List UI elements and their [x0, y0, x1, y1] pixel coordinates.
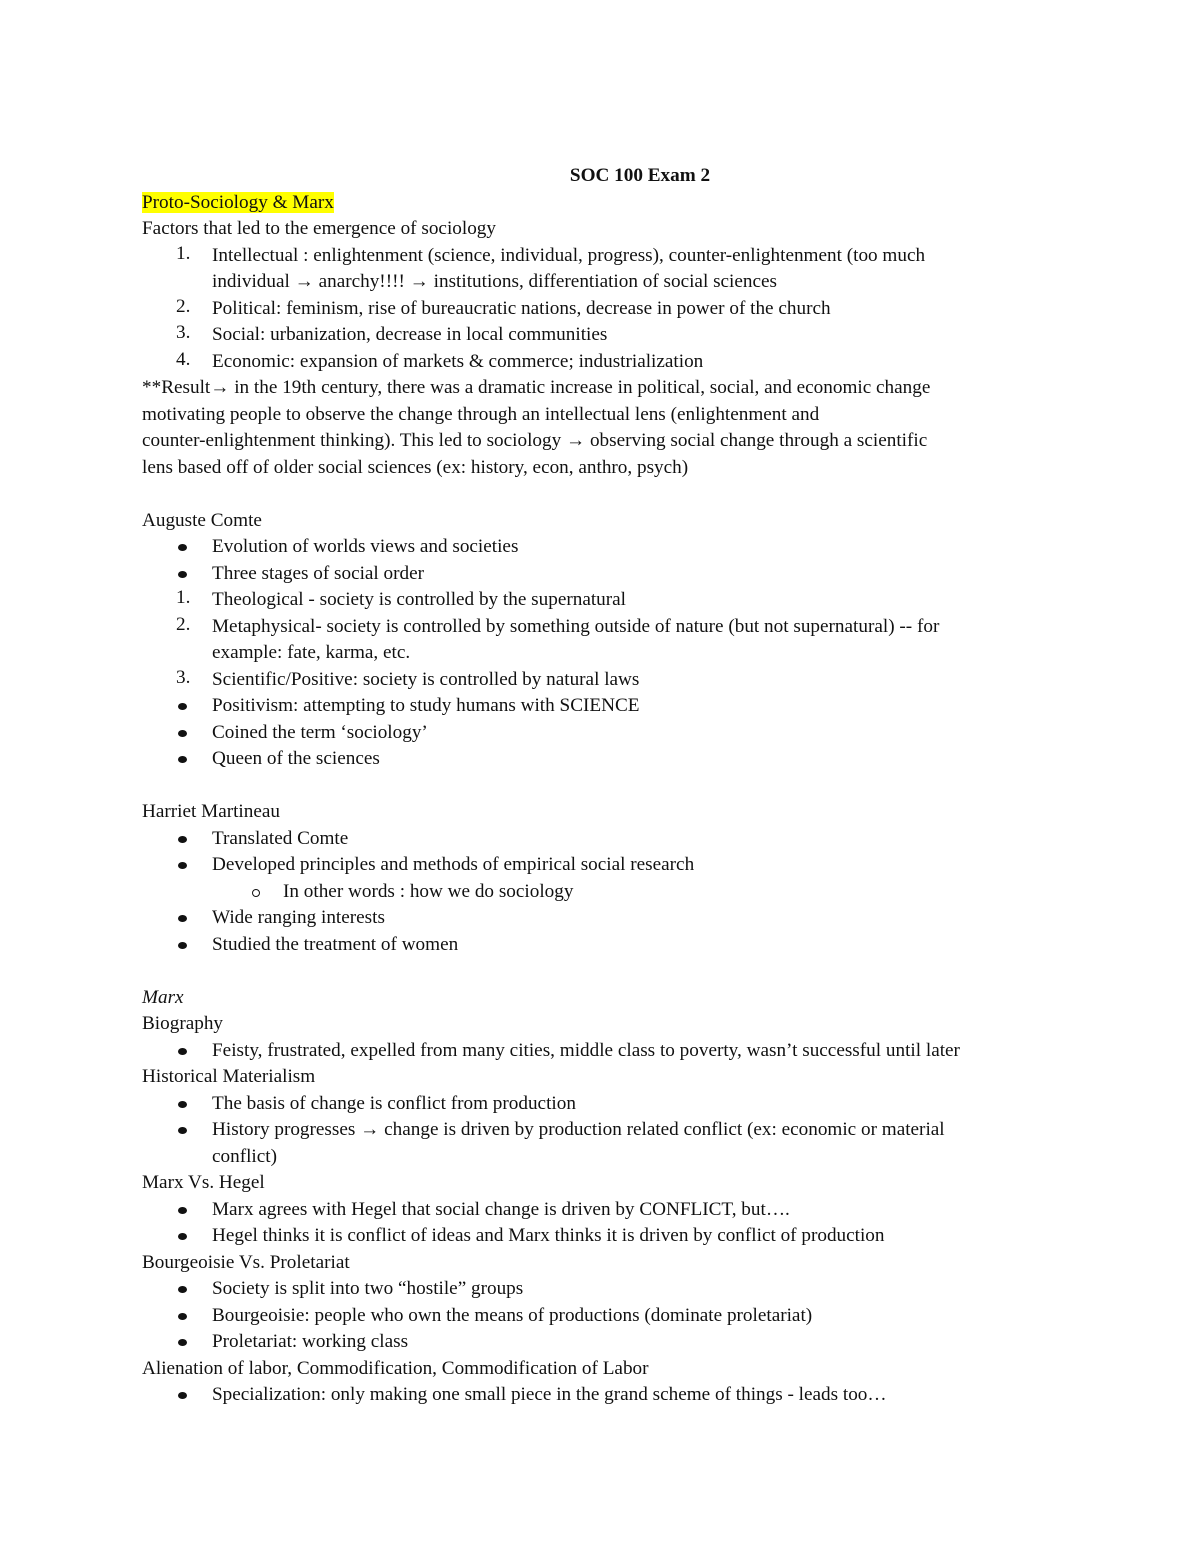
bullet-list-item: [142, 905, 1062, 932]
list-number: 2.: [176, 295, 191, 317]
list-number: 3.: [176, 322, 191, 343]
martineau-heading: Harriet Martineau: [142, 801, 280, 822]
bullet-list-item: [142, 534, 1062, 561]
list-item-text: Intellectual : enlightenment (science, individual, progress), counter-enlightenment (too much: [212, 244, 926, 266]
highlighted-section-heading: Proto-Sociology & Marx: [142, 191, 334, 213]
historical-materialism-list: [142, 1091, 1062, 1171]
bullet-icon: [178, 942, 187, 949]
bullet-list-item: [142, 720, 1062, 747]
bullet-list-item: [142, 1276, 1062, 1303]
list-item-text: The basis of change is conflict from production: [212, 1092, 576, 1114]
list-item-text: individual → anarchy!!!! → institutions, differentiation of social sciences: [212, 271, 777, 292]
bullet-list-item: [142, 1303, 1062, 1330]
list-number: 3.: [176, 666, 191, 688]
marx-heading: Marx: [142, 986, 184, 1008]
list-item-text: Hegel thinks it is conflict of ideas and Marx thinks it is driven by conflict of production: [212, 1225, 885, 1246]
result-paragraph: [142, 375, 1062, 481]
numbered-list-item: [142, 322, 1062, 349]
list-item-text: Wide ranging interests: [212, 907, 385, 928]
bullet-icon: [178, 571, 187, 578]
list-item-text: Scientific/Positive: society is controlled by natural laws: [212, 668, 640, 690]
bourgeoisie-vs-proletariat-list: [142, 1276, 1062, 1356]
martineau-list: [142, 826, 1062, 959]
factors-list: [142, 243, 1062, 376]
list-number: 4.: [176, 348, 191, 370]
bullet-list-item: [142, 1038, 1062, 1065]
bullet-list-item: [142, 1117, 1062, 1170]
list-item-text: Three stages of social order: [212, 562, 425, 584]
bullet-icon: [178, 1048, 187, 1055]
list-item-text: Political: feminism, rise of bureaucratic nations, decrease in power of the church: [212, 297, 831, 319]
numbered-list-item: [142, 587, 1062, 614]
bullet-icon: [178, 1313, 187, 1320]
bullet-list-item: [142, 693, 1062, 720]
list-number: 1.: [176, 587, 191, 608]
bullet-icon: [178, 1207, 187, 1214]
bullet-list-item: [142, 1382, 1062, 1409]
paragraph-line: **Result→ in the 19th century, there was a dramatic increase in political, social, and economic change: [142, 377, 931, 398]
bullet-icon: [178, 1392, 187, 1399]
bullet-icon: [178, 756, 187, 763]
hollow-bullet-icon: [252, 889, 260, 897]
marx-vs-hegel-heading: Marx Vs. Hegel: [142, 1172, 265, 1193]
document-body: [142, 163, 1062, 1409]
list-item-text: In other words : how we do sociology: [283, 880, 574, 902]
marx-vs-hegel-list: [142, 1197, 1062, 1250]
numbered-list-item: [142, 243, 1062, 296]
spacer: [142, 958, 1062, 985]
bullet-icon: [178, 1233, 187, 1240]
list-item-text: Translated Comte: [212, 827, 349, 849]
comte-heading: Auguste Comte: [142, 509, 262, 531]
list-item-text: Evolution of worlds views and societies: [212, 536, 519, 557]
list-number: 2.: [176, 613, 191, 635]
spacer: [142, 773, 1062, 800]
factors-intro: Factors that led to the emergence of sociology: [142, 218, 496, 239]
bullet-icon: [178, 1339, 187, 1346]
bullet-icon: [178, 1286, 187, 1293]
bullet-list-item: [142, 1329, 1062, 1356]
bullet-icon: [178, 1101, 187, 1108]
bullet-icon: [178, 703, 187, 710]
biography-list: [142, 1038, 1062, 1065]
bullet-list-item: [142, 826, 1062, 853]
bullet-icon: [178, 1127, 187, 1134]
numbered-list-item: [142, 349, 1062, 376]
bullet-list-item: [142, 852, 1062, 879]
list-item-text: Queen of the sciences: [212, 748, 380, 769]
bullet-list-item: [142, 932, 1062, 959]
bullet-list-item: [142, 1091, 1062, 1118]
list-item-text: Coined the term ‘sociology’: [212, 721, 428, 743]
list-item-text: Feisty, frustrated, expelled from many cities, middle class to poverty, wasn’t successful until later: [212, 1039, 960, 1061]
list-item-text: example: fate, karma, etc.: [212, 642, 411, 663]
list-item-text: History progresses → change is driven by production related conflict (ex: economic or material: [212, 1119, 945, 1140]
bullet-list-item: [142, 746, 1062, 773]
alienation-list: [142, 1382, 1062, 1409]
paragraph-line: counter-enlightenment thinking). This led to sociology → observing social change through a scientific: [142, 430, 928, 451]
section-heading-line: [142, 190, 1062, 217]
list-item-text: Social: urbanization, decrease in local communities: [212, 324, 608, 345]
bullet-list-item: [142, 1197, 1062, 1224]
bullet-list-item: [142, 561, 1062, 588]
list-item-text: Economic: expansion of markets & commerce; industrialization: [212, 350, 704, 372]
list-number: 1.: [176, 242, 191, 264]
spacer: [142, 481, 1062, 508]
bourgeoisie-vs-proletariat-heading: Bourgeoisie Vs. Proletariat: [142, 1251, 350, 1273]
list-item-text: Specialization: only making one small piece in the grand scheme of things - leads too…: [212, 1384, 887, 1405]
list-item-text: Studied the treatment of women: [212, 933, 459, 955]
bullet-icon: [178, 544, 187, 551]
numbered-list-item: [142, 296, 1062, 323]
historical-materialism-heading: Historical Materialism: [142, 1066, 316, 1087]
list-item-text: Positivism: attempting to study humans with SCIENCE: [212, 695, 640, 716]
list-item-text: Bourgeoisie: people who own the means of productions (dominate proletariat): [212, 1304, 813, 1326]
list-item-text: Metaphysical- society is controlled by something outside of nature (but not supernatural) -- for: [212, 615, 940, 637]
document-title: SOC 100 Exam 2: [569, 165, 711, 186]
biography-heading: Biography: [142, 1013, 224, 1034]
list-item-text: Marx agrees with Hegel that social change is driven by CONFLICT, but….: [212, 1198, 790, 1220]
bullet-icon: [178, 915, 187, 922]
list-item-text: Society is split into two “hostile” groups: [212, 1278, 524, 1299]
list-item-text: Proletariat: working class: [212, 1331, 409, 1352]
bullet-icon: [178, 730, 187, 737]
bullet-list-item: [142, 1223, 1062, 1250]
alienation-heading: Alienation of labor, Commodification, Commodification of Labor: [142, 1357, 649, 1379]
numbered-list-item: [142, 614, 1062, 667]
bullet-icon: [178, 862, 187, 869]
comte-list: [142, 534, 1062, 773]
paragraph-line: motivating people to observe the change through an intellectual lens (enlightenment and: [142, 403, 820, 425]
paragraph-line: lens based off of older social sciences (ex: history, econ, anthro, psych): [142, 456, 689, 478]
list-item-text: Developed principles and methods of empirical social research: [212, 854, 695, 875]
sub-list-item: [142, 879, 1062, 906]
list-item-text: conflict): [212, 1145, 277, 1167]
bullet-icon: [178, 836, 187, 843]
numbered-list-item: [142, 667, 1062, 694]
list-item-text: Theological - society is controlled by the supernatural: [212, 589, 627, 610]
